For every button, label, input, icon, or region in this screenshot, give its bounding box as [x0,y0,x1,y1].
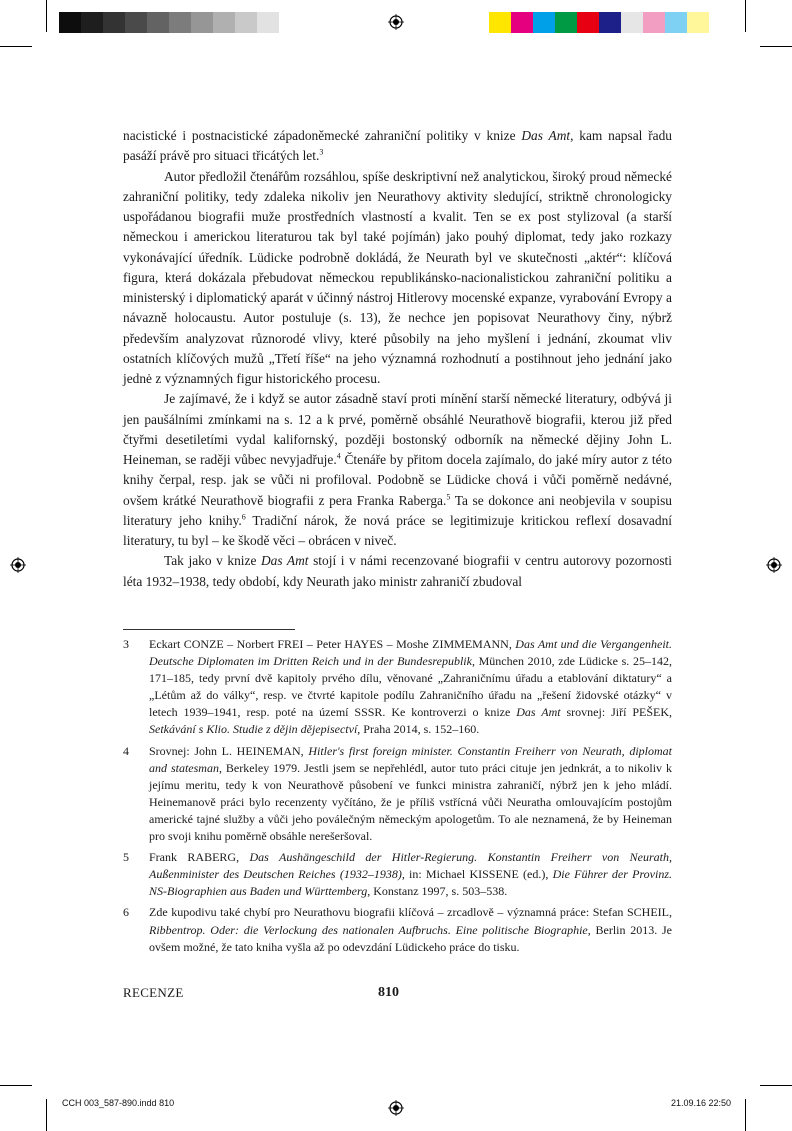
color-calibration-bar [489,12,709,33]
gray-swatch [59,12,81,33]
crop-mark [745,0,746,32]
paragraph: nacistické i postnacistické západoněmecké zahraniční politiky v knize Das Amt, kam napsal řadu pasáží právě pro situaci třicátých let.$^3$ [123,128,672,164]
footnote-number: 5 [123,850,129,865]
slug-file-info: CCH 003_587-890.indd 810 [62,1098,175,1108]
footnote: 4 Srovnej: John L. HEINEMAN, Hitler's first foreign minister. Constantin Freiherr von Neurath, diplomat and statesman, Berkeley 1979. Jestli jsem se nepřehlédl, autor tuto práci cituje jen jednkrát, a to nikoliv k jejímu meritu, tedy k von Neurathově působení ve funkci ministra zahraničí, nýbrž jen k jeho mládí. Heinemanově práci bylo recenzenty vyčítáno, že je příliš vstřícná vůči Neuratha omlouvajícím postojům americké tajné služby a vůči jeho poválečným německým apologetům. To ale neznamená, že by Heineman pro svoji knihu poměrně obsáhle nerešeršoval. [123,743,673,844]
crop-mark [760,46,792,47]
paragraph: Tak jako v knize Das Amt stojí i v námi recenzované biografii v centru autorovy pozornosti léta 1932–1938, tedy období, kdy Neurath jako ministr zahraničí zbudoval [123,553,672,589]
gray-swatch [169,12,191,33]
footnote-number: 6 [123,905,129,920]
running-footer-section: RECENZE [123,985,184,1000]
footnotes [123,636,672,960]
footnote-ref[interactable]: 5 [446,492,451,502]
color-swatch [533,12,555,33]
footnote: 3 Eckart CONZE – Norbert FREI – Peter HAYES – Moshe ZIMMEMANN, Das Amt und die Vergangenheit. Deutsche Diplomaten im Dritten Reich und in der Bundesrepublik, München 2010, zde Lüdicke s. 25–142, 171–185, tedy první dvě kapitoly prvého dílu, věnované „Zahraničnímu úřadu a etablování diktatury“ a „Létům až do války“, resp. ve čtvrté kapitole podílu Zahraničního úřadu na „řešení židovské otázky“ v letech 1939–1941, resp. poté na území SSSR. Ke kontroverzi o knize Das Amt srovnej: Jiří PEŠEK, Setkávání s Klio. Studie z dějin dějepisectví, Praha 2014, s. 152–160. [123,637,672,737]
color-swatch [621,12,643,33]
paragraph: Je zajímavé, že i když se autor zásadně staví proti mínění starší německé literatury, odbývá ji jen paušálními zmínkami na s. 12 a k prvé, poměrně obsáhlé Neurathově biografii, kterou již před čtyřmi desetiletími vydal kalifornský, později bostonský odborník na německé dějiny John L. Heineman, se raději vůbec nevyjadřuje.$^4$ Čtenáře by přitom docela zajímalo, do jaké míry autor z této knihy čerpal, resp. jak se vůči ni profiloval. Podobně se Lüdicke chová i vůči poměrně nedávné, ovšem krátké Neurathově biografii z pera Franka Raberga.$^5$ Ta se dokonce ani neobjevila v soupisu literatury jeho knihy.$^6$ Tradiční nárok, že nová práce se legitimizuje kritickou reflexí dosavadní literatury, tu byl – ke škodě věci – obrácen v niveč. [123,391,672,548]
footnote-ref[interactable]: 6 [241,512,246,522]
footnote-ref[interactable]: 4 [336,451,341,461]
color-swatch [489,12,511,33]
crop-mark [745,1099,746,1131]
gray-swatch [147,12,169,33]
slug-datetime: 21.09.16 22:50 [671,1098,732,1108]
gray-swatch [191,12,213,33]
crop-mark [46,0,47,32]
gray-swatch [213,12,235,33]
gray-swatch [235,12,257,33]
crop-mark [760,1085,792,1086]
color-swatch [555,12,577,33]
gray-swatch [81,12,103,33]
body-text [123,126,672,592]
color-swatch [577,12,599,33]
color-swatch [511,12,533,33]
crop-mark [0,1085,32,1086]
color-swatch [687,12,709,33]
gray-swatch [257,12,279,33]
footnote-number: 3 [123,637,129,651]
color-swatch [665,12,687,33]
footnote: 6 Zde kupodivu také chybí pro Neurathovu biografii klíčová – zrcadlově – významná práce: Stefan SCHEIL, Ribbentrop. Oder: die Verlockung des nationalen Aufbruchs. Eine politische Biographie, Berlin 2013. Je ovšem možné, že tato kniha vyšla až po odevzdání Lüdickeho práce do tisku. [123,905,672,954]
footnote-divider [123,629,295,630]
gray-swatch [103,12,125,33]
registration-mark-icon [10,557,26,573]
paragraph: Autor předložil čtenářům rozsáhlou, spíše deskriptivní než analytickou, široký proud německé zahraniční politiky, tedy zdaleka nikoliv jen Neurathovy aktivity sledující, striktně chronologicky uspořádanou biografii muže prostředních vlastností a kvalit. Ten se ex post stylizoval (a starší německou i americkou literaturou tak byl také pojímán) jako pouhý diplomat, tedy jako rozkazy vykonávající úředník. Lüdicke podrobně dokládá, že Neurath byl ve skutečnosti „aktér“: klíčová figura, která dokázala přebudovat německou republikánsko-nacionalistickou zahraniční politiku a ministerský i diplomatický aparát v účinný nástroj Hitlerovy mocenské expanze, vyrabování Evropy a návazně holocaustu. Autor postuluje (s. 13), že nechce jen popisovat Neurathovy činy, nýbrž především analyzovat různorodé vlivy, které působily na jeho myšlení i jednání, zkoumat vliv ostatních klíčových mužů „Třetí říše“ na jeho významná rozhodnutí a postihnout jeho jednání jako jednė z významných figur historického procesu. [123,168,672,386]
color-swatch [599,12,621,33]
registration-mark-icon [388,1100,404,1116]
page-number: 810 [378,985,399,1000]
registration-mark-icon [388,14,404,30]
crop-mark [46,1099,47,1131]
footnote-ref[interactable]: 3 [319,147,324,157]
gray-swatch [125,12,147,33]
crop-mark [0,46,32,47]
footnote-number: 4 [123,743,129,758]
grayscale-calibration-bar [59,12,279,33]
footnote: 5 Frank RABERG, Das Aushängeschild der Hitler-Regierung. Konstantin Freiherr von Neurath, Außenminister des Deutschen Reiches (1932–1938), in: Michael KISSENE (ed.), Die Führer der Provinz. NS-Biographien aus Baden und Württemberg, Konstanz 1997, s. 503–538. [123,850,672,899]
color-swatch [643,12,665,33]
registration-mark-icon [766,557,782,573]
